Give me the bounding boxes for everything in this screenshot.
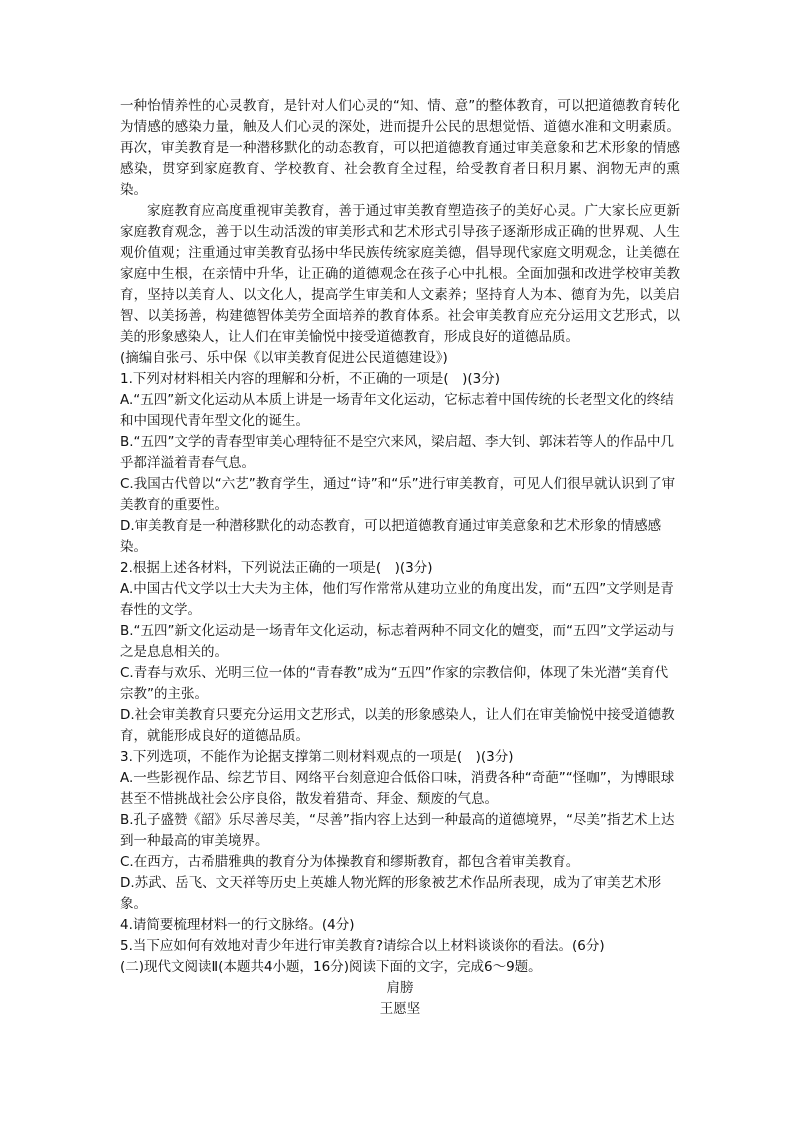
- question-stem: 2.根据上述各材料，下列说法正确的一项是( )(3分): [120, 560, 433, 576]
- option-c: C.在西方，古希腊雅典的教育分为体操教育和缪斯教育，都包含着审美教育。: [120, 854, 580, 870]
- question-1: [120, 369, 680, 558]
- section-heading: (二)现代文阅读Ⅱ(本题共4小题，16分)阅读下面的文字，完成6～9题。: [120, 959, 542, 975]
- question-5: 5.当下应如何有效地对青少年进行审美教育?请综合以上材料谈谈你的看法。(6分): [120, 938, 605, 954]
- source-citation: (摘编自张弓、乐中保《以审美教育促进公民道德建设》): [120, 350, 448, 366]
- story-author: 王愿坚: [379, 1001, 421, 1017]
- option-d: D.社会审美教育只要充分运用文艺形式，以美的形象感染人，让人们在审美愉悦中接受道德教育，就能形成良好的道德品质。: [120, 707, 675, 744]
- question-stem: 3.下列选项，不能作为论据支撑第二则材料观点的一项是( )(3分): [120, 749, 514, 765]
- option-a: A.中国古代文学以士大夫为主体，他们写作常常从建功立业的角度出发，而“五四”文学则是青春性的文学。: [120, 581, 674, 618]
- option-a: A.一些影视作品、综艺节目、网络平台刻意迎合低俗口味，消费各种“奇葩”“怪咖”，为博眼球甚至不惜挑战社会公序良俗，散发着猎奇、拜金、颓废的气息。: [120, 770, 675, 807]
- story-title: 肩膀: [386, 980, 414, 996]
- option-a: A.“五四”新文化运动从本质上讲是一场青年文化运动，它标志着中国传统的长老型文化的终结和中国现代青年型文化的诞生。: [120, 392, 674, 429]
- question-stem: 1.下列对材料相关内容的理解和分析，不正确的一项是( )(3分): [120, 371, 501, 387]
- option-b: B.“五四”新文化运动是一场青年文化运动，标志着两种不同文化的嬗变，而“五四”文学运动与之是息息相关的。: [120, 623, 675, 660]
- document-page: [120, 96, 680, 1020]
- option-d: D.审美教育是一种潜移默化的动态教育，可以把道德教育通过审美意象和艺术形象的情感感染。: [120, 518, 662, 555]
- question-3: [120, 747, 680, 915]
- option-b: B.孔子盛赞《韶》乐尽善尽美，“尽善”指内容上达到一种最高的道德境界，“尽美”指艺术上达到一种最高的审美境界。: [120, 812, 675, 849]
- option-d: D.苏武、岳飞、文天祥等历史上英雄人物光辉的形象被艺术作品所表现，成为了审美艺术形象。: [120, 875, 662, 912]
- paragraph-2: 家庭教育应高度重视审美教育，善于通过审美教育塑造孩子的美好心灵。广大家长应更新家庭教育观念，善于以生动活泼的审美形式和艺术形式引导孩子逐渐形成正确的世界观、人生观价值观；注重通过审美教育弘扬中华民族传统家庭美德，倡导现代家庭文明观念，让美德在家庭中生根，在亲情中升华，让正确的道德观念在孩子心中扎根。全面加强和改进学校审美教育，坚持以美育人、以文化人，提高学生审美和人文素养；坚持育人为本、德育为先，以美启智、以美扬善，构建德智体美劳全面培养的教育体系。社会审美教育应充分运用文艺形式，以美的形象感染人，让人们在审美愉悦中接受道德教育，形成良好的道德品质。: [120, 203, 680, 345]
- question-2: [120, 558, 680, 747]
- question-4: 4.请简要梳理材料一的行文脉络。(4分): [120, 917, 355, 933]
- option-c: C.我国古代曾以“六艺”教育学生，通过“诗”和“乐”进行审美教育，可见人们很早就认识到了审美教育的重要性。: [120, 476, 676, 513]
- option-b: B.“五四”文学的青春型审美心理特征不是空穴来风，梁启超、李大钊、郭沫若等人的作品中几乎都洋溢着青春气息。: [120, 434, 675, 471]
- paragraph-1: 一种怡情养性的心灵教育，是针对人们心灵的“知、情、意”的整体教育，可以把道德教育转化为情感的感染力量，触及人们心灵的深处，进而提升公民的思想觉悟、道德水准和文明素质。再次，审美教育是一种潜移默化的动态教育，可以把道德教育通过审美意象和艺术形象的情感感染，贯穿到家庭教育、学校教育、社会教育全过程，给受教育者日积月累、润物无声的熏染。: [120, 98, 680, 198]
- option-c: C.青春与欢乐、光明三位一体的“青春教”成为“五四”作家的宗教信仰，体现了朱光潜“美育代宗教”的主张。: [120, 665, 669, 702]
